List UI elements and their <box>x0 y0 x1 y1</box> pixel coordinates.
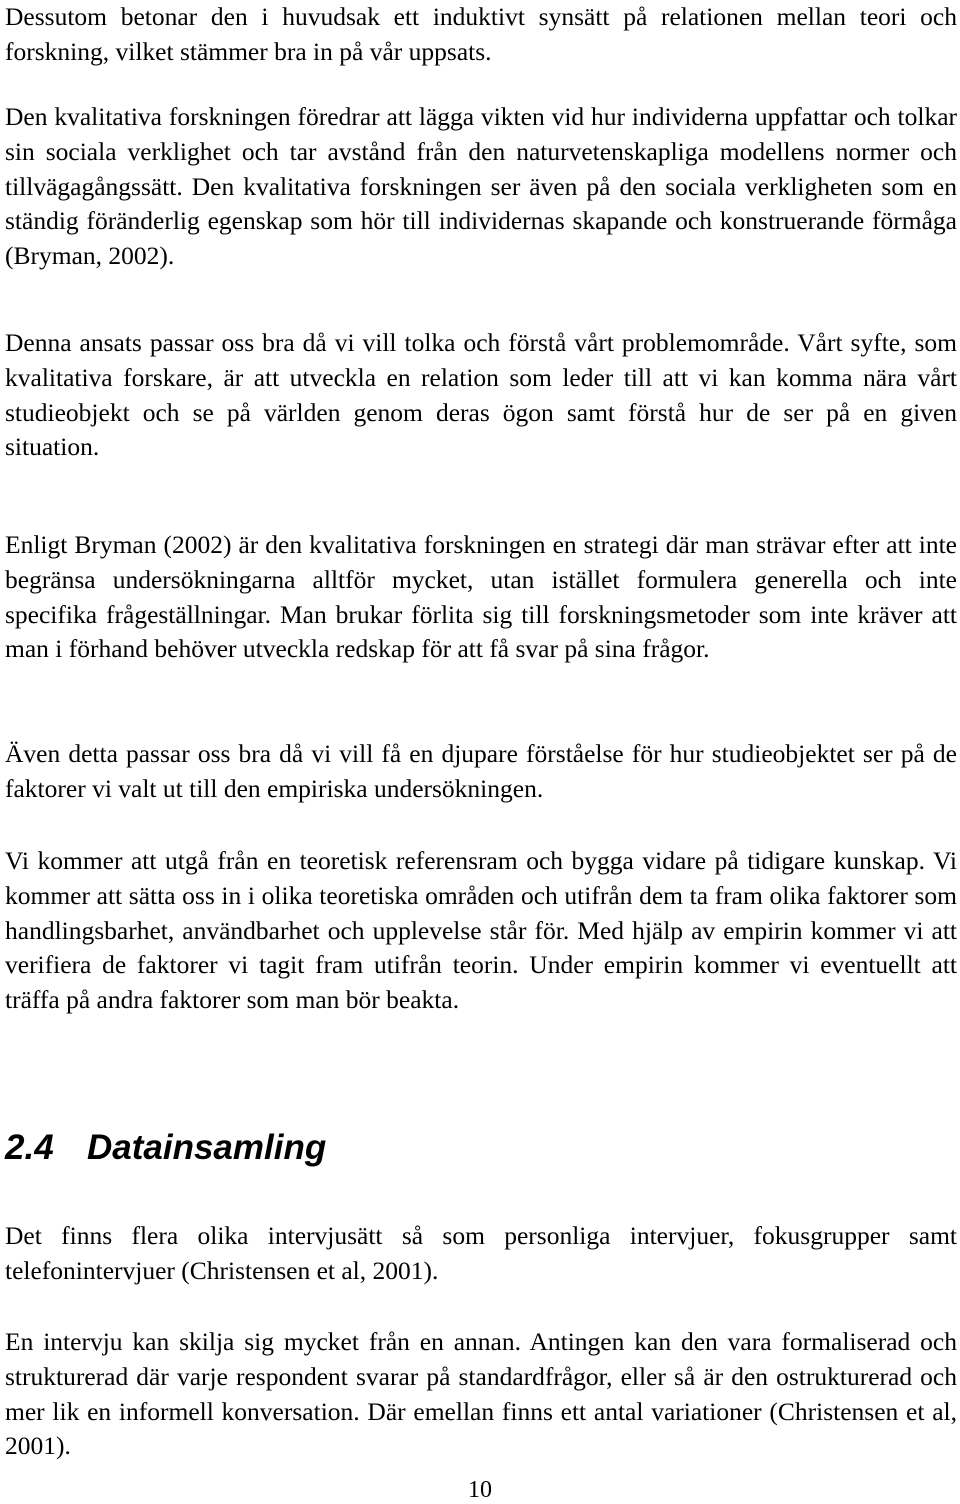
paragraph-bryman-strategy: Enligt Bryman (2002) är den kvalitativa forskningen en strategi där man strävar efter att inte begränsa undersökningarna alltför mycket, utan istället formulera generella och inte specifika frågeställningar. Man brukar förlita sig till forskningsmetoder som inte kräver att man i förhand behöver utveckla redskap för att få svar på sina frågor. <box>5 530 957 664</box>
page-number: 10 <box>468 1477 492 1503</box>
section-number: 2.4 <box>5 1128 54 1167</box>
document-page <box>5 0 957 1502</box>
paragraph-approach-fit: Denna ansats passar oss bra då vi vill tolka och förstå vårt problemområde. Vårt syfte, som kvalitativa forskare, är att utveckla en relation som leder till att vi kan komma nära vårt studieobjekt och se på världen genom deras ögon samt förstå hur de ser på en given situation. <box>5 328 957 462</box>
paragraph-interview-variation: En intervju kan skilja sig mycket från en annan. Antingen kan den vara formaliserad och strukturerad där varje respondent svarar på standardfrågor, eller så är den ostrukturerad och mer lik en informell konversation. Där emellan finns ett antal variationer (Christensen et al, 2001). <box>5 1327 957 1461</box>
paragraph-interview-methods: Det finns flera olika intervjusätt så som personliga intervjuer, fokusgrupper samt telefonintervjuer (Christensen et al, 2001). <box>5 1221 957 1285</box>
section-title: Datainsamling <box>87 1128 327 1167</box>
paragraph-qualitative-research: Den kvalitativa forskningen föredrar att lägga vikten vid hur individerna uppfattar och tolkar sin sociala verklighet och tar avstånd från den naturvetenskapliga modellens normer och tillvägagångssätt. Den kvalitativa forskningen ser även på den sociala verkligheten som en ständig föränderlig egenskap som hör till individernas skapande och konstruerande förmåga (Bryman, 2002). <box>5 102 957 271</box>
paragraph-deeper-understanding: Även detta passar oss bra då vi vill få en djupare förståelse för hur studieobjektet ser på de faktorer vi valt ut till den empiriska undersökningen. <box>5 739 957 803</box>
paragraph-inductive-approach: Dessutom betonar den i huvudsak ett induktivt synsätt på relationen mellan teori och forskning, vilket stämmer bra in på vår uppsats. <box>5 2 957 66</box>
section-heading <box>5 1126 326 1170</box>
paragraph-theoretical-framework: Vi kommer att utgå från en teoretisk referensram och bygga vidare på tidigare kunskap. Vi kommer att sätta oss in i olika teoretiska områden och utifrån dem ta fram olika faktorer som handlingsbarhet, användbarhet och upplevelse står för. Med hjälp av empirin kommer vi att verifiera de faktorer vi tagit fram utifrån teorin. Under empirin kommer vi eventuellt att träffa på andra faktorer som man bör beakta. <box>5 846 957 1015</box>
